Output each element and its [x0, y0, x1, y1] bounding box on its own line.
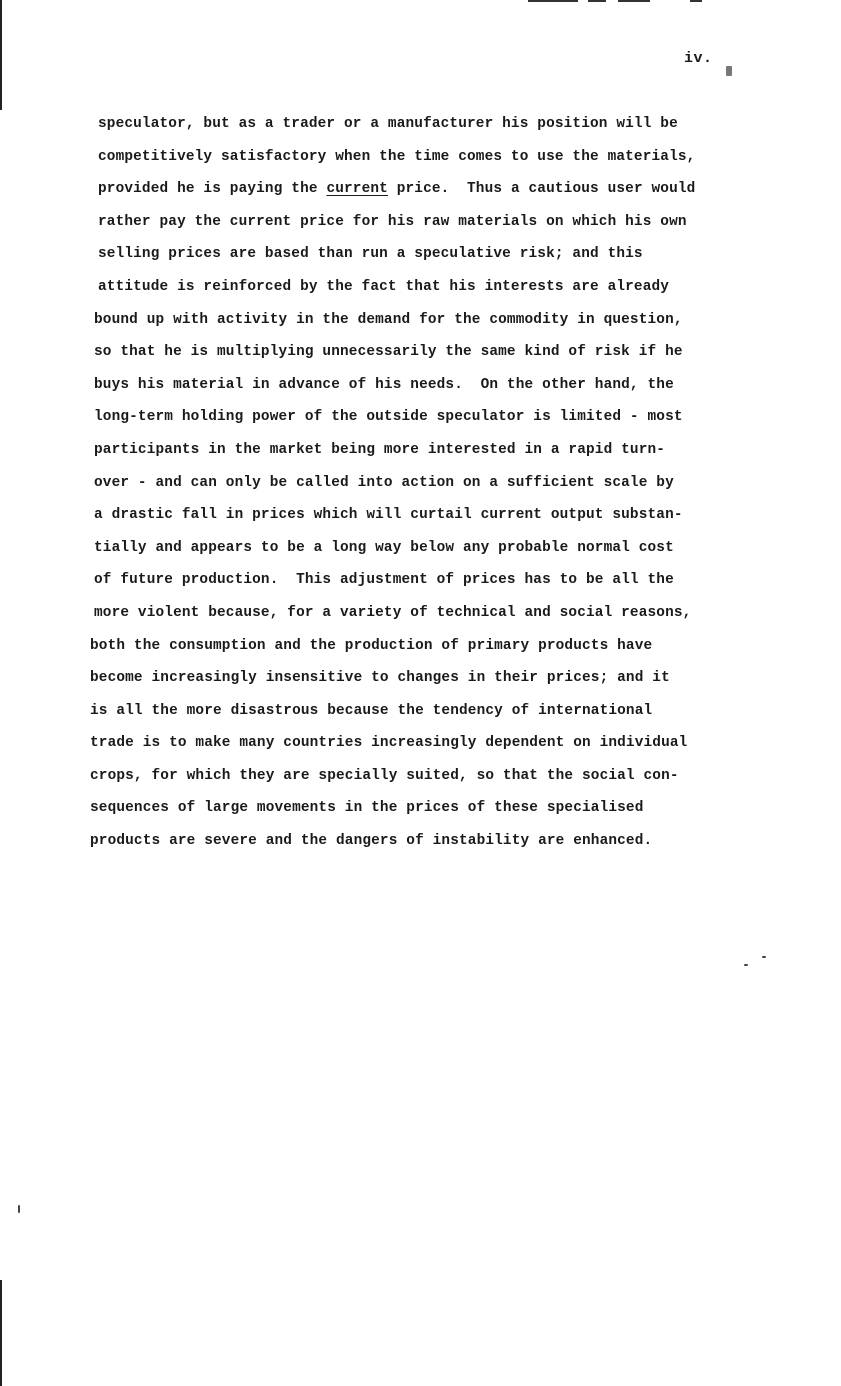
text-line: more violent because, for a variety of technical and social reasons, [94, 604, 692, 621]
underlined-word: current [326, 181, 388, 198]
text-line: crops, for which they are specially suited, so that the social con- [90, 767, 679, 784]
text-line: competitively satisfactory when the time comes to use the materials, [98, 148, 696, 165]
text-line [90, 173, 790, 206]
text-line: attitude is reinforced by the fact that his interests are already [98, 278, 670, 295]
text-line: over - and can only be called into action on a sufficient scale by [94, 474, 674, 491]
top-edge-mark [588, 0, 606, 2]
scan-speck [762, 956, 766, 958]
text-line: both the consumption and the production of primary products have [90, 637, 653, 654]
text-line: rather pay the current price for his raw materials on which his own [98, 213, 687, 230]
text-line: bound up with activity in the demand for the commodity in question, [94, 311, 683, 328]
top-edge-mark [690, 0, 702, 2]
text-segment: price. Thus a cautious user would [387, 181, 696, 198]
scan-speck [18, 1205, 20, 1213]
text-segment: provided he is paying the [98, 181, 327, 198]
text-line: sequences of large movements in the prices of these specialised [90, 800, 644, 817]
text-line: so that he is multiplying unnecessarily the same kind of risk if he [94, 344, 683, 361]
scan-speck [744, 964, 748, 966]
text-line: tially and appears to be a long way below any probable normal cost [94, 539, 674, 556]
top-edge-mark [528, 0, 578, 2]
text-line: buys his material in advance of his needs. On the other hand, the [94, 376, 674, 393]
text-line: speculator, but as a trader or a manufacturer his position will be [98, 116, 678, 132]
text-line: is all the more disastrous because the tendency of international [90, 702, 653, 719]
text-line: participants in the market being more interested in a rapid turn- [94, 441, 666, 458]
text-line: trade is to make many countries increasingly dependent on individual [90, 735, 688, 752]
text-line: a drastic fall in prices which will curtail current output substan- [94, 507, 683, 524]
top-edge-mark [618, 0, 650, 2]
text-line: of future production. This adjustment of prices has to be all the [94, 572, 674, 589]
text-line: products are severe and the dangers of instability are enhanced. [90, 833, 653, 850]
text-line: long-term holding power of the outside speculator is limited - most [94, 409, 683, 426]
text-line: selling prices are based than run a speculative risk; and this [98, 246, 643, 263]
scan-speck [726, 66, 732, 76]
page-number: iv. [684, 50, 713, 67]
left-margin-mark [0, 0, 2, 110]
body-paragraph [90, 108, 790, 858]
left-margin-mark [0, 1280, 2, 1386]
text-line: become increasingly insensitive to changes in their prices; and it [90, 670, 670, 687]
